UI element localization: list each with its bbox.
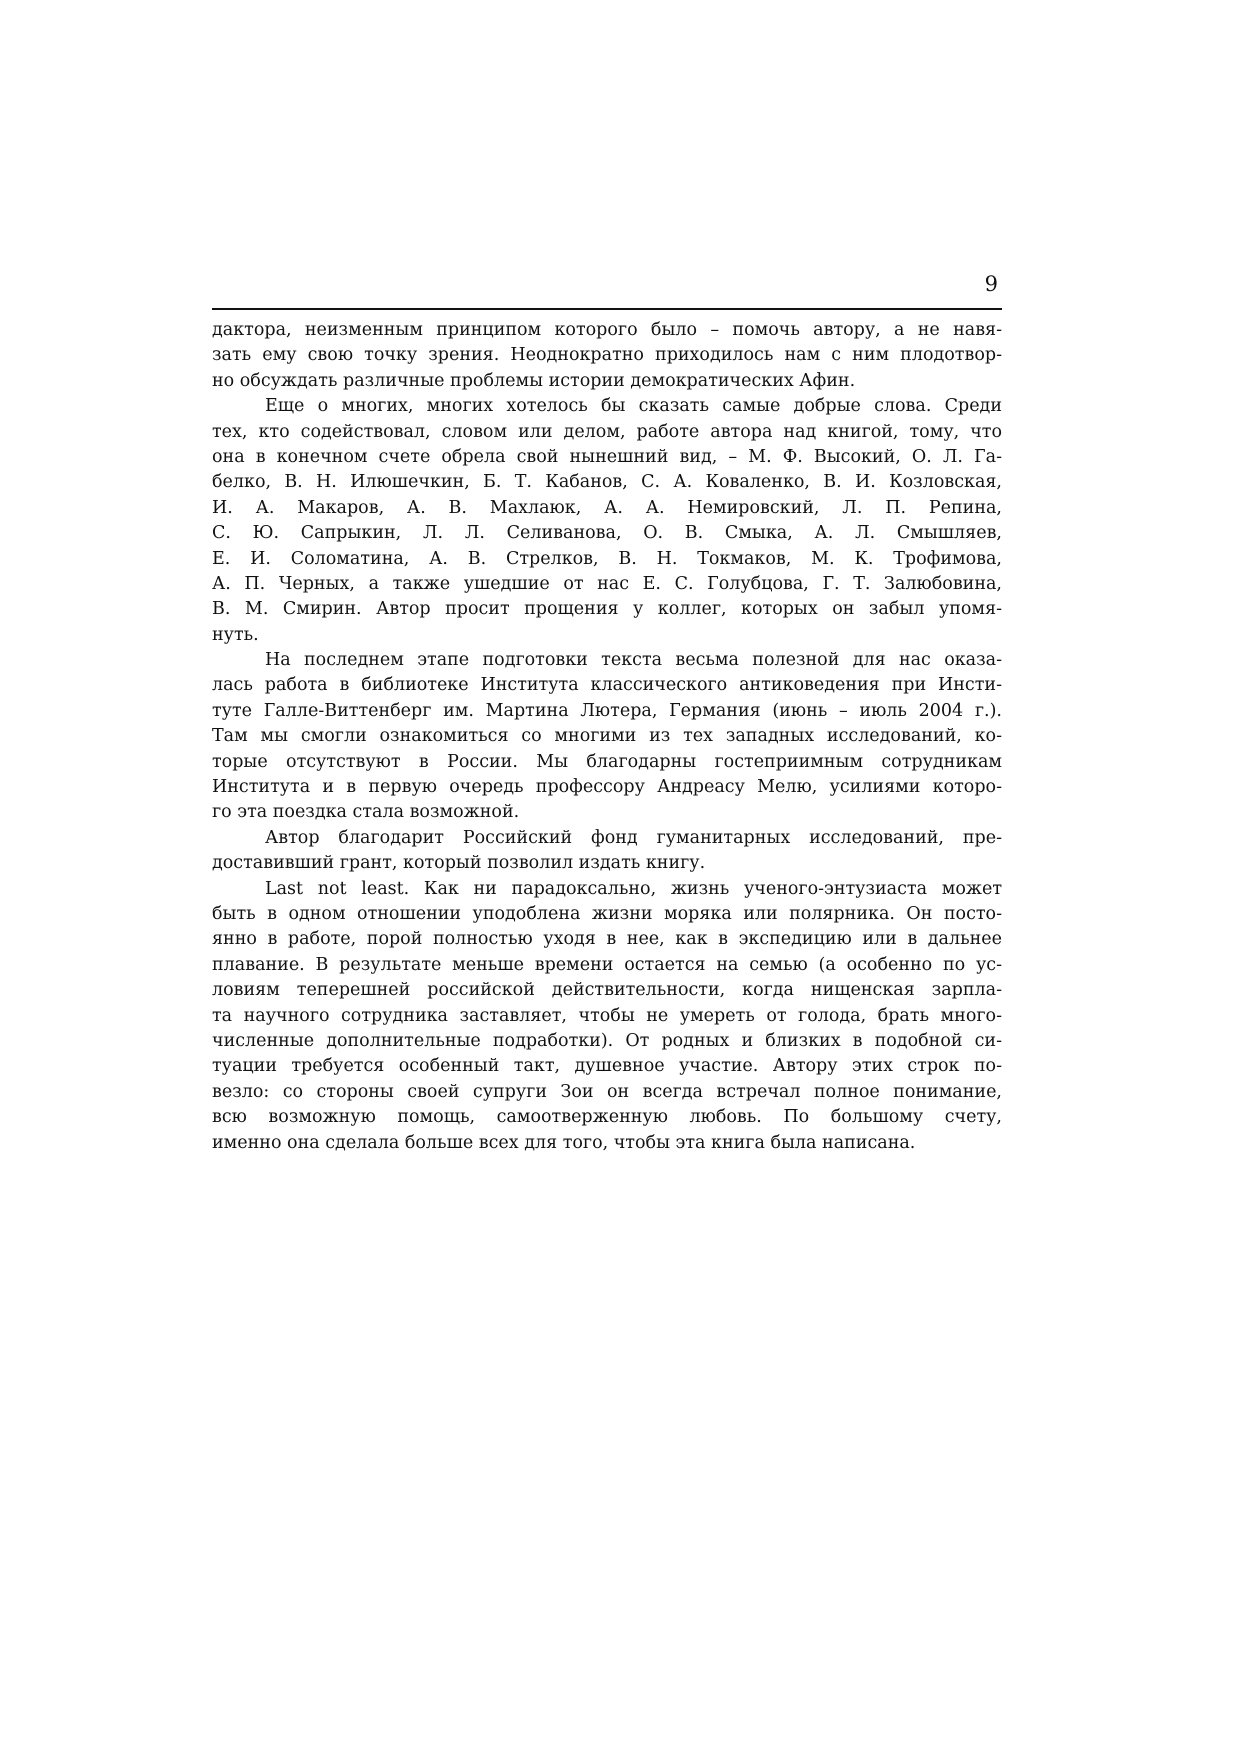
page-number: 9	[984, 272, 998, 296]
text-line: Института и в первую очередь профессору Андреасу Мелю, усилиями которо-	[212, 777, 1002, 798]
paragraph	[212, 394, 1002, 648]
text-line: дактора, неизменным принципом которого было – помочь автору, а не навя-	[212, 320, 1002, 340]
text-line: белко, В. Н. Илюшечкин, Б. Т. Кабанов, С. А. Коваленко, В. И. Козловская,	[212, 472, 1002, 493]
text-line: На последнем этапе подготовки текста весьма полезной для нас оказа-	[265, 650, 1002, 671]
text-line: Там мы смогли ознакомиться со многими из тех западных исследований, ко-	[212, 726, 1002, 747]
text-line: И. А. Макаров, А. В. Махлаюк, А. А. Немировский, Л. П. Репина,	[212, 497, 1002, 518]
text-line: туте Галле-Виттенберг им. Мартина Лютера, Германия (июнь – июль 2004 г.).	[212, 700, 1002, 721]
paragraph	[212, 826, 1002, 877]
text-line: плавание. В результате меньше времени остается на семью (а особенно по ус-	[212, 954, 1002, 975]
text-line: зать ему свою точку зрения. Неоднократно приходилось нам с ним плодотвор-	[212, 345, 1002, 366]
text-line: та научного сотрудника заставляет, чтобы не умереть от голода, брать много-	[212, 1005, 1002, 1026]
text-line: но обсуждать различные проблемы истории демократических Афин.	[212, 370, 856, 391]
text-line: Last not least. Как ни парадоксально, жизнь ученого-энтузиаста может	[265, 878, 1002, 899]
body-text	[212, 318, 1002, 1156]
text-line: доставивший грант, который позволил издать книгу.	[212, 853, 706, 874]
page-header	[212, 268, 1002, 310]
text-line: тех, кто содействовал, словом или делом, работе автора над книгой, тому, что	[212, 421, 1002, 442]
paragraph	[212, 318, 1002, 394]
text-line: торые отсутствуют в России. Мы благодарны гостеприимным сотрудникам	[212, 751, 1002, 772]
text-line: всю возможную помощь, самоотверженную любовь. По большому счету,	[212, 1107, 1002, 1128]
text-line: везло: со стороны своей супруги Зои он всегда встречал полное понимание,	[212, 1081, 1002, 1102]
text-line: ловиям теперешней российской действительности, когда нищенская зарпла-	[212, 980, 1002, 1001]
text-line: именно она сделала больше всех для того, чтобы эта книга была написана.	[212, 1132, 916, 1153]
text-line: быть в одном отношении уподоблена жизни моряка или полярника. Он посто-	[212, 903, 1002, 924]
paragraph	[212, 877, 1002, 1156]
paragraph	[212, 648, 1002, 826]
text-line: С. Ю. Сапрыкин, Л. Л. Селиванова, О. В. Смыка, А. Л. Смышляев,	[212, 523, 1002, 544]
text-line: нуть.	[212, 624, 259, 645]
text-line: го эта поездка стала возможной.	[212, 802, 520, 823]
text-line: туации требуется особенный такт, душевное участие. Автору этих строк по-	[212, 1056, 1002, 1077]
text-line: численные дополнительные подработки). От родных и близких в подобной си-	[212, 1030, 1002, 1051]
text-line: Е. И. Соломатина, А. В. Стрелков, В. Н. Токмаков, М. К. Трофимова,	[212, 548, 1002, 569]
text-line: она в конечном счете обрела свой нынешний вид, – М. Ф. Высокий, О. Л. Га-	[212, 446, 1002, 467]
text-line: Автор благодарит Российский фонд гуманитарных исследований, пре-	[265, 827, 1002, 848]
text-line: А. П. Черных, а также ушедшие от нас Е. С. Голубцова, Г. Т. Залюбовина,	[212, 573, 1002, 594]
text-line: янно в работе, порой полностью уходя в нее, как в экспедицию или в дальнее	[212, 929, 1002, 950]
text-line: Еще о многих, многих хотелось бы сказать самые добрые слова. Среди	[265, 396, 1002, 417]
text-line: лась работа в библиотеке Института классического антиковедения при Инсти-	[212, 675, 1002, 696]
text-line: В. М. Смирин. Автор просит прощения у коллег, которых он забыл упомя-	[212, 599, 1002, 620]
